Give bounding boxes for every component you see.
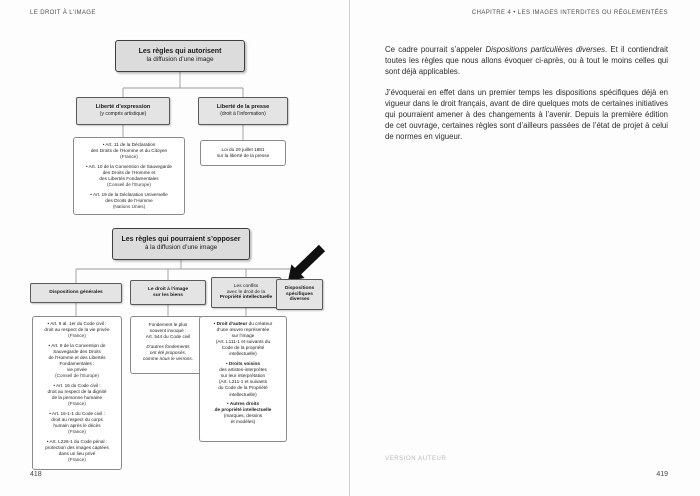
text-line: du Code de la Propriété [218, 385, 268, 391]
text-line: (Conseil de l’Europe) [107, 182, 151, 188]
text-line: droit au respect du corps [51, 416, 103, 422]
text-line: des Droits de l’Homme [105, 197, 153, 203]
text-line: Art. 544 du Code civil [145, 334, 191, 340]
box-subtitle: à la diffusion d’une image [144, 244, 218, 252]
text-line: Le droit à l’image [147, 286, 189, 292]
text-line: d’une œuvre représentée [216, 327, 270, 333]
box-subtitle: la diffusion d’une image [146, 56, 214, 64]
category-goods-box [130, 280, 206, 305]
text-line: et modèles) [230, 419, 256, 425]
text-line: Les conflits [233, 283, 259, 289]
freedom-press-box [198, 97, 288, 125]
author-version-watermark: VERSION AUTEUR [385, 456, 447, 462]
press-law-box [200, 140, 286, 166]
box-subtitle: (droit à l’information) [220, 111, 266, 118]
text-line: • Art. 9 al. 1er du Code civil : [47, 321, 107, 326]
text-line: humain après le décès [53, 422, 101, 428]
page-number-right: 419 [656, 471, 668, 478]
text-line: sur les biens [153, 292, 183, 298]
authorize-rules-box [115, 40, 245, 72]
text-line: sur l’image [231, 333, 255, 339]
text-line: de l’Homme et des Libertés [48, 354, 106, 360]
text-line: Code de la propriété [221, 345, 265, 351]
page-number-left: 418 [30, 471, 42, 478]
text-line: diverses [289, 297, 310, 303]
box-subtitle: (y compris artistique) [99, 111, 147, 118]
general-details-box [32, 316, 122, 470]
text-line: avec le droit de la [226, 289, 266, 295]
text-line: de la personne humaine [51, 395, 103, 401]
text-line: • Art. 16 du Code civil : [53, 382, 101, 388]
text-line: • Droits voisins [226, 361, 260, 367]
text-line: des Droits de l’Homme et du Citoyen [90, 148, 168, 154]
text-line: (Nations Unies) [112, 203, 146, 209]
big-arrow-icon [288, 245, 325, 281]
freedom-expression-box [76, 97, 170, 125]
text-line: (France) [68, 401, 86, 407]
text-line: dans un lieu privé [58, 450, 96, 456]
text-segment: Dispositions particulières diverses [485, 45, 606, 54]
category-specific-box [276, 279, 323, 310]
text-line: sur la liberté de la presse [216, 153, 270, 158]
text-line: • Droit d’auteur du créateur [213, 321, 273, 326]
text-segment: . Et il contiendrait toutes les règles que nous allons évoquer ci-après, ou à tout le moins celles qui sont déjà applicables. [385, 45, 668, 77]
text-line: Fondement le plus [148, 322, 188, 327]
text-line: Loi du 29 juillet 1881 [221, 146, 265, 152]
text-line: des Libertés Fondamentales [99, 175, 159, 181]
text-line: de propriété intellectuelle [214, 407, 272, 413]
text-line: protection des images captées [45, 444, 109, 450]
text-line: D’autres fondements [146, 343, 190, 349]
box-title: Les règles qui pourraient s’opposer [121, 235, 241, 243]
text-line: droit au respect de la dignité [47, 388, 107, 394]
right-page [350, 0, 700, 496]
text-line: (Art. L111-1 et suivants du [215, 339, 271, 345]
text-line: souvent invoqué : [149, 328, 187, 334]
body-text [385, 44, 668, 152]
text-line: • Autres droits [226, 401, 260, 407]
category-ip-box [211, 277, 281, 308]
text-line: • Art. 19 de la Déclaration Universelle [90, 191, 168, 197]
text-line: des artistes-interprètes [219, 367, 267, 373]
text-line: intellectuelle) [229, 351, 257, 357]
ip-details-box [199, 316, 287, 442]
expression-articles-box [73, 137, 185, 215]
box-title: Liberté d’expression [95, 104, 151, 111]
running-head-left: LE DROIT À L’IMAGE [30, 10, 96, 16]
text-line: (marques, dessins [223, 413, 263, 419]
running-head-right: CHAPITRE 4 • LES IMAGES INTERDITES OU RÉGLEMENTÉES [471, 10, 668, 16]
text-line: (France) [68, 456, 86, 462]
goods-details-box [130, 316, 206, 374]
text-line: (Art. L211-1 et suivants [218, 379, 268, 385]
text-line: Dispositions générales [49, 290, 103, 296]
text-line: • Art. 8 de la Convention de [48, 342, 106, 348]
text-line: sur leur interprétation [220, 373, 266, 379]
text-line: spécifiques [286, 291, 313, 297]
box-title: Les règles qui autorisent [138, 47, 222, 55]
text-line: • Art. 11 de la Déclaration [102, 142, 156, 147]
text-line: (Conseil de l’Europe) [55, 373, 99, 379]
text-line: des Droits de l’Homme et [102, 169, 156, 175]
text-line: comme nous le verrons. [142, 355, 194, 361]
text-line: • Art. L226-1 du Code pénal : [46, 438, 108, 444]
paragraph-1 [385, 44, 668, 78]
category-general-box [30, 283, 122, 303]
paragraph-2: J’évoquerai en effet dans un premier temps les dispositions spécifiques déjà en vigueur dans le droit français, avant de dire quelques mots de certaines initiatives qui pourraient amener à des changements à l’avenir. Depuis la première édition de cet ouvrage, certaines règles sont d’ailleurs passées de l’état de projet à celui de normes en vigueur. [385, 87, 668, 142]
text-line: • Art. 10 de la Convention de Sauvegarde [85, 163, 173, 169]
text-line: Dispositions [284, 285, 315, 291]
text-segment: Ce cadre pourrait s’appeler [385, 45, 486, 54]
text-line: Sauvegarde des Droits [53, 348, 101, 354]
text-line: Fondamentales : [59, 361, 95, 367]
text-line: • Art. 16-1-1 du Code civil : [49, 410, 105, 416]
text-line: intellectuelle) [229, 391, 257, 397]
text-line: Propriété intellectuelle [219, 295, 273, 301]
oppose-rules-box [112, 228, 250, 260]
text-line: (France) [68, 333, 86, 339]
text-line: (France) [120, 154, 138, 160]
text-line: vie privée [66, 367, 88, 373]
text-line: (France) [68, 429, 86, 434]
box-title: Liberté de la presse [216, 104, 270, 111]
text-line: droit au respect de la vie privée [44, 327, 110, 333]
text-line: ont été proposés, [149, 349, 187, 355]
